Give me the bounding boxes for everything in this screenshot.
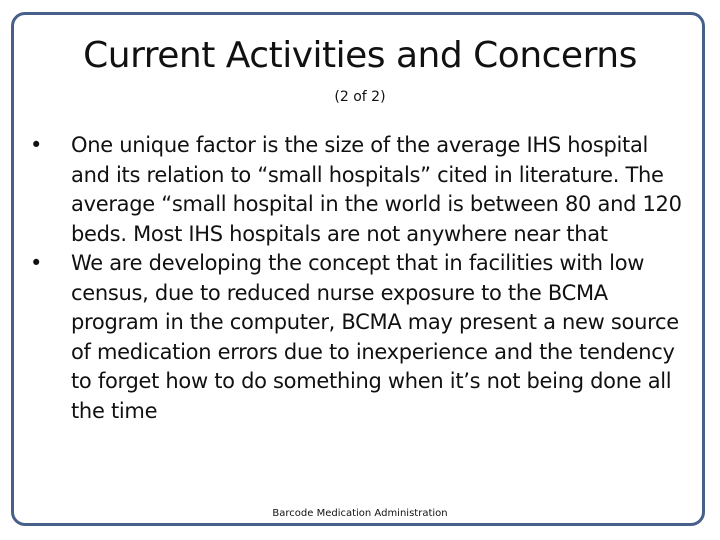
bullet-list (30, 131, 690, 426)
bullet-icon: • (30, 251, 43, 275)
bullet-text: We are developing the concept that in facilities with low census, due to reduced nurse exposure to the BCMA program in the computer, BCMA may present a new source of medication errors due to inexperience and the tendency to forget how to do something when it’s not being done all the time (71, 251, 679, 423)
slide-subtitle: (2 of 2) (334, 89, 386, 105)
bullet-icon: • (30, 133, 43, 157)
slide-title: Current Activities and Concerns (83, 35, 637, 76)
bullet-item (30, 249, 690, 426)
slide-footer: Barcode Medication Administration (272, 508, 448, 519)
bullet-item (30, 131, 690, 249)
bullet-text: One unique factor is the size of the average IHS hospital and its relation to “small hospitals” cited in literature. The average “small hospital in the world is between 80 and 120 beds. Most IHS hospitals are not anywhere near that (71, 133, 682, 246)
